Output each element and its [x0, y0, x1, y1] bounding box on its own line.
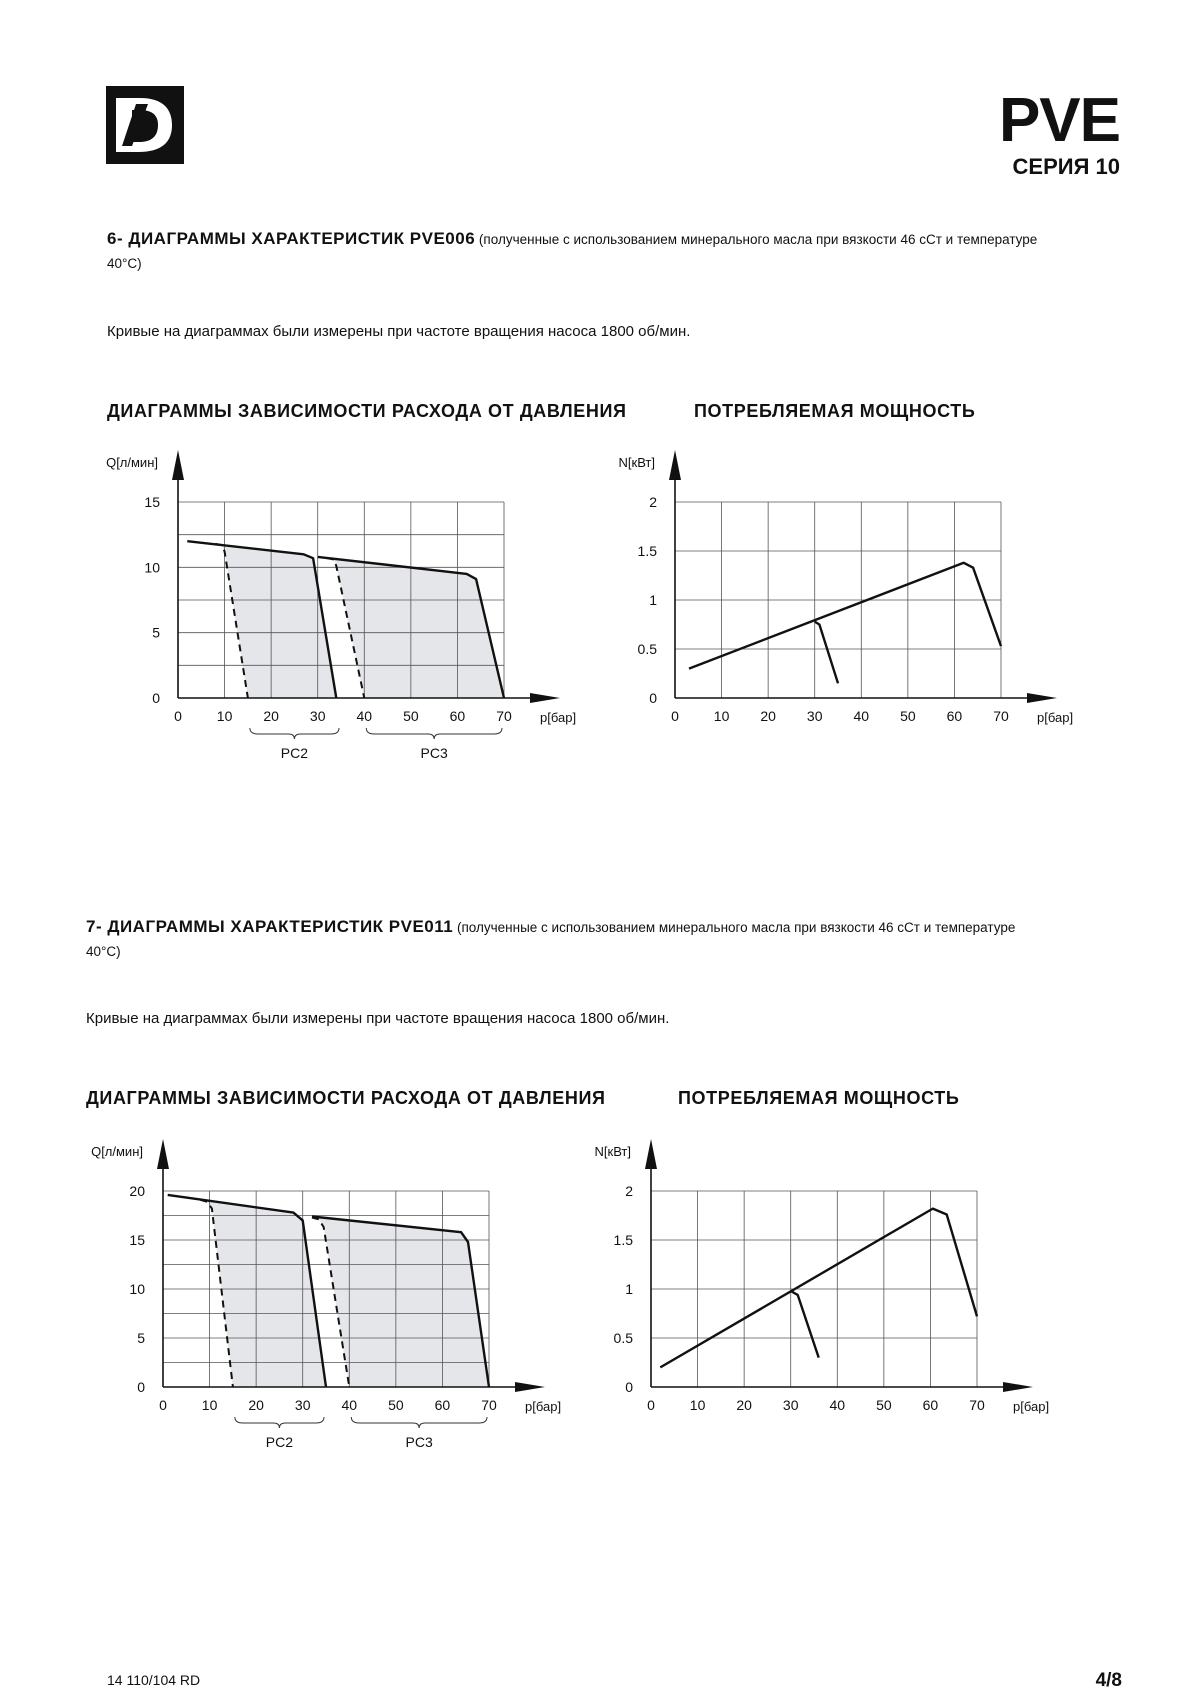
y-tick-label: 5	[152, 624, 160, 641]
y-tick-label: 0.5	[613, 1330, 633, 1346]
range-shading	[215, 544, 336, 698]
x-tick-label: 50	[403, 708, 419, 724]
x-tick-label: 10	[689, 1397, 706, 1413]
y-tick-label: 10	[129, 1281, 145, 1297]
x-tick-label: 10	[713, 708, 730, 724]
y-tick-label: 1.5	[637, 543, 657, 559]
x-tick-label: 20	[736, 1397, 752, 1413]
section-title: 7- ДИАГРАММЫ ХАРАКТЕРИСТИК PVE011	[86, 917, 454, 936]
x-tick-label: 20	[760, 708, 776, 724]
y-tick-label: 2	[625, 1183, 633, 1199]
range-label: PC3	[420, 745, 448, 761]
x-tick-label: 0	[174, 708, 182, 724]
x-tick-label: 0	[647, 1397, 655, 1413]
range-brace	[250, 728, 339, 739]
x-tick-label: 70	[496, 708, 512, 724]
y-axis-arrow-icon	[157, 1139, 169, 1169]
y-tick-label: 2	[649, 494, 657, 510]
y-tick-label: 1	[649, 592, 657, 608]
range-shading	[200, 1200, 326, 1388]
x-tick-label: 30	[782, 1397, 799, 1413]
range-brace	[351, 1417, 487, 1428]
y-axis-arrow-icon	[645, 1139, 657, 1169]
range-label: PC2	[280, 745, 309, 761]
document-code: 14 110/104 RD	[107, 1672, 201, 1688]
series-line	[815, 622, 838, 684]
x-tick-label: 20	[263, 708, 279, 724]
x-axis-label: p[бар]	[540, 710, 577, 725]
x-tick-label: 70	[481, 1397, 497, 1413]
x-axis-label: p[бар]	[1013, 1399, 1050, 1414]
x-tick-label: 40	[341, 1397, 358, 1413]
y-tick-label: 0	[152, 690, 160, 706]
range-label: PC2	[265, 1434, 294, 1450]
power-chart-title: ПОТРЕБЛЯЕМАЯ МОЩНОСТЬ	[694, 401, 976, 421]
page-number: 4/8	[1095, 1670, 1122, 1691]
x-tick-label: 60	[449, 708, 466, 724]
x-tick-label: 60	[922, 1397, 939, 1413]
power-chart-pve011	[594, 1144, 1050, 1414]
x-axis-arrow-icon	[1003, 1382, 1033, 1392]
y-axis-label: N[кВт]	[618, 455, 655, 470]
d-square-logo-icon	[106, 86, 184, 164]
section-note: Кривые на диаграммах были измерены при частоте вращения насоса 1800 об/мин.	[107, 323, 691, 340]
flow-chart-title: ДИАГРАММЫ ЗАВИСИМОСТИ РАСХОДА ОТ ДАВЛЕНИЯ	[107, 401, 627, 421]
range-brace	[235, 1417, 324, 1428]
flow-chart-title: ДИАГРАММЫ ЗАВИСИМОСТИ РАСХОДА ОТ ДАВЛЕНИЯ	[86, 1088, 606, 1108]
y-axis-label: Q[л/мин]	[91, 1144, 143, 1159]
section-7-heading	[86, 915, 1046, 964]
series-line	[660, 1209, 977, 1368]
x-axis-arrow-icon	[1027, 693, 1057, 703]
y-tick-label: 15	[144, 494, 160, 510]
x-tick-label: 0	[671, 708, 679, 724]
flow-pressure-chart-pve006	[106, 455, 577, 761]
y-tick-label: 0.5	[637, 641, 657, 657]
x-tick-label: 50	[388, 1397, 404, 1413]
range-brace	[366, 728, 502, 739]
section-6-heading	[107, 227, 1067, 276]
section-condition: (полученные с использованием минерального масла при вязкости 46 сСт и температуре 40°C)	[86, 920, 1016, 959]
x-tick-label: 0	[159, 1397, 167, 1413]
range-shading	[327, 558, 504, 698]
series-name: СЕРИЯ 10	[1012, 154, 1120, 179]
x-axis-label: p[бар]	[525, 1399, 562, 1414]
x-tick-label: 60	[946, 708, 963, 724]
x-tick-label: 10	[216, 708, 233, 724]
y-tick-label: 1.5	[613, 1232, 633, 1248]
section-condition: (полученные с использованием минерального масла при вязкости 46 сСт и температуре 40°C)	[107, 232, 1038, 271]
x-tick-label: 70	[969, 1397, 985, 1413]
y-axis-label: N[кВт]	[594, 1144, 631, 1159]
x-tick-label: 40	[853, 708, 870, 724]
x-tick-label: 30	[294, 1397, 311, 1413]
y-axis-label: Q[л/мин]	[106, 455, 158, 470]
x-tick-label: 40	[356, 708, 373, 724]
x-tick-label: 40	[829, 1397, 846, 1413]
section-title: 6- ДИАГРАММЫ ХАРАКТЕРИСТИК PVE006	[107, 229, 476, 248]
y-tick-label: 0	[649, 690, 657, 706]
flow-pressure-chart-pve011	[91, 1144, 562, 1450]
x-tick-label: 50	[876, 1397, 892, 1413]
power-chart-pve006	[618, 455, 1074, 725]
y-tick-label: 5	[137, 1330, 145, 1346]
x-axis-arrow-icon	[515, 1382, 545, 1392]
series-line	[791, 1291, 819, 1358]
y-tick-label: 1	[625, 1281, 633, 1297]
y-tick-label: 0	[625, 1379, 633, 1395]
y-axis-arrow-icon	[669, 450, 681, 480]
x-tick-label: 30	[309, 708, 326, 724]
x-tick-label: 50	[900, 708, 916, 724]
range-shading	[312, 1217, 489, 1388]
x-axis-label: p[бар]	[1037, 710, 1074, 725]
model-name: PVE	[998, 86, 1120, 155]
range-label: PC3	[405, 1434, 433, 1450]
x-tick-label: 20	[248, 1397, 264, 1413]
y-tick-label: 0	[137, 1379, 145, 1395]
power-chart-title: ПОТРЕБЛЯЕМАЯ МОЩНОСТЬ	[678, 1088, 960, 1108]
x-tick-label: 60	[434, 1397, 451, 1413]
y-tick-label: 10	[144, 559, 160, 576]
x-axis-arrow-icon	[530, 693, 560, 703]
y-tick-label: 20	[129, 1183, 145, 1199]
x-tick-label: 10	[201, 1397, 218, 1413]
y-tick-label: 15	[129, 1232, 145, 1248]
y-axis-arrow-icon	[172, 450, 184, 480]
section-note: Кривые на диаграммах были измерены при частоте вращения насоса 1800 об/мин.	[86, 1010, 670, 1027]
x-tick-label: 30	[806, 708, 823, 724]
x-tick-label: 70	[993, 708, 1009, 724]
